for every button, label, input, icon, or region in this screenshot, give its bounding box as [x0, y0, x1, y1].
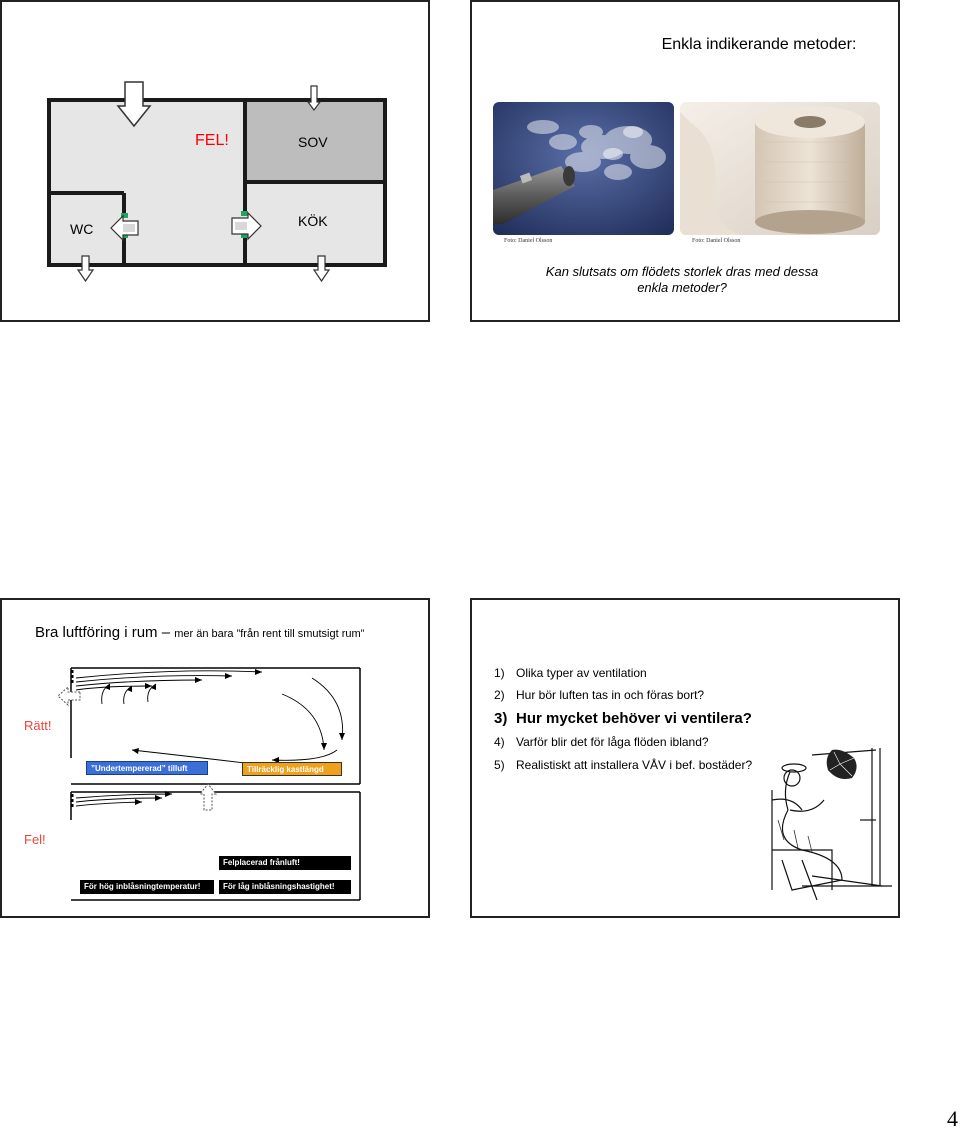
title-main: Bra luftföring i rum – — [35, 624, 175, 641]
correct-label: Rätt! — [24, 718, 52, 733]
tag-undertempererad: ”Undertempererad” tilluft — [86, 761, 208, 775]
fel-label: FEL! — [195, 132, 229, 149]
tag-lag-hast: För låg inblåsningshastighet! — [219, 880, 351, 894]
room-label-wc: WC — [70, 221, 94, 237]
slide-floor-plan — [0, 0, 430, 322]
slide-title: Enkla indikerande metoder: — [661, 36, 857, 53]
photo-credit-right: Foto: Daniel Olsson — [692, 238, 741, 244]
slide-indicating-methods — [470, 0, 900, 322]
air-flow-diagram — [2, 600, 432, 920]
agenda-item: 4) Varför blir det för låga flöden ibland? — [494, 735, 709, 749]
title-sub: mer än bara ”från rent till smutsigt rum” — [174, 628, 365, 640]
smoke-photo — [493, 102, 674, 235]
floor-plan-drawing — [2, 2, 432, 324]
tag-kastlangd: Tillräcklig kastlängd — [242, 762, 342, 776]
tag-hog-temp: För hög inblåsningtemperatur! — [80, 880, 214, 894]
slide-question: Kan slutsats om flödets storlek dras med dessa enkla metoder? — [545, 264, 819, 295]
agenda-item-highlight: 3) Hur mycket behöver vi ventilera? — [494, 710, 752, 727]
toilet-paper-photo — [680, 102, 880, 235]
tag-felplacerad: Felplacerad frånluft! — [219, 856, 351, 870]
agenda-item: 1) Olika typer av ventilation — [494, 666, 647, 680]
slide-air-distribution — [0, 598, 430, 918]
misplaced-exhaust-arrow-icon — [200, 784, 216, 810]
room-label-kok: KÖK — [298, 213, 328, 229]
slide-agenda — [470, 598, 900, 918]
wrong-label: Fel! — [24, 832, 46, 847]
victorian-fan-illustration — [472, 600, 902, 920]
photo-credit-left: Foto: Daniel Olsson — [504, 238, 553, 244]
page-number: 4 — [947, 1106, 958, 1131]
agenda-item: 5) Realistiskt att installera VÅV i bef. bostäder? — [494, 758, 753, 772]
agenda-item: 2) Hur bör luften tas in och föras bort? — [494, 688, 705, 702]
room-label-sov: SOV — [298, 134, 328, 150]
